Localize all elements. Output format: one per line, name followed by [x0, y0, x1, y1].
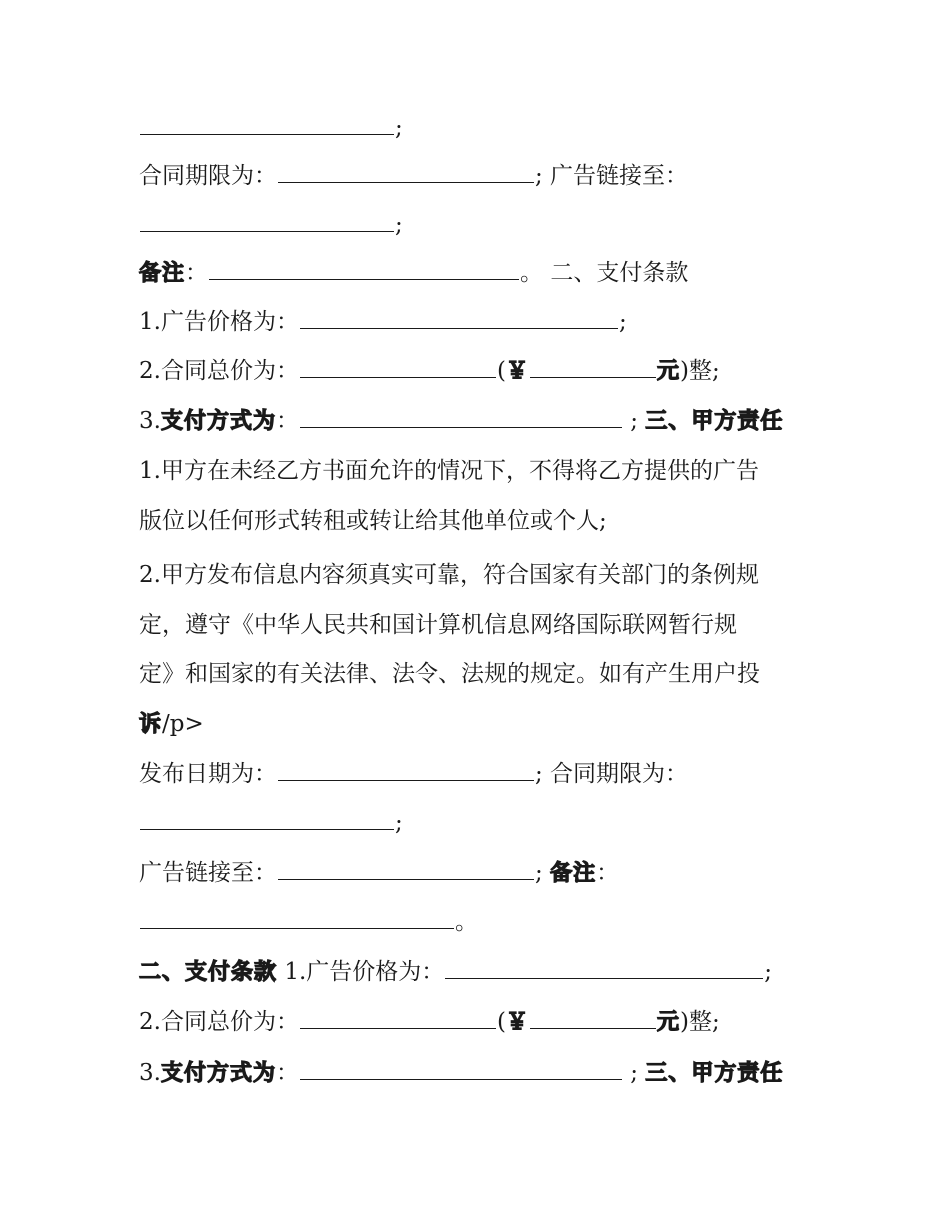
section-heading: 三、甲方责任: [645, 1061, 784, 1086]
blank-field: [278, 160, 534, 183]
text-line: [139, 255, 688, 291]
text-line: [139, 403, 783, 439]
ad-price-label: 1.广告价格为：: [277, 959, 445, 985]
text: ;: [395, 212, 403, 238]
text: (: [496, 358, 506, 384]
text: ;: [618, 309, 627, 335]
text-line: [139, 954, 772, 990]
blank-field: [300, 355, 496, 378]
yen-symbol: ￥: [505, 1010, 529, 1035]
payment-method-label: 支付方式为: [160, 409, 276, 434]
section-heading: 三、甲方责任: [645, 409, 784, 434]
text-line: 2.甲方发布信息内容须真实可靠，符合国家有关部门的条例规: [139, 562, 759, 588]
text-line: [139, 706, 204, 742]
text-line: [139, 1004, 720, 1040]
text-line: [139, 805, 403, 841]
text-line: [139, 756, 688, 792]
text: ;: [622, 1060, 646, 1086]
text: ;: [395, 115, 403, 141]
yuan-label: 元: [656, 1010, 680, 1035]
text: ;: [764, 959, 773, 985]
text: ;: [535, 860, 551, 886]
text-line: [139, 904, 478, 940]
text-line: 定，遵守《中华人民共和国计算机信息网络国际联网暂行规: [139, 612, 737, 638]
contract-term-label: 合同期限为：: [139, 163, 277, 189]
blank-field: [140, 209, 394, 232]
total-price-label: 2.合同总价为：: [139, 358, 299, 384]
ad-price-label: 1.广告价格为：: [139, 309, 299, 335]
blank-field: [140, 112, 394, 135]
text: 3.: [139, 1060, 161, 1086]
blank-field: [300, 405, 622, 428]
text: ：: [275, 408, 299, 434]
remark-label: 备注: [139, 261, 186, 286]
section-heading: 二、支付条款: [139, 960, 278, 985]
blank-field: [530, 355, 656, 378]
text: 。: [455, 909, 478, 935]
total-price-label: 2.合同总价为：: [139, 1009, 299, 1035]
text: 诉: [139, 712, 163, 737]
ad-link-label: 广告链接至：: [139, 860, 277, 886]
remark-label: 备注: [550, 861, 597, 886]
text-line: 版位以任何形式转租或转让给其他单位或个人;: [139, 508, 607, 534]
text-line: [139, 207, 403, 243]
yuan-label: 元: [656, 359, 680, 384]
text: ：: [596, 860, 620, 886]
blank-field: [300, 1057, 622, 1080]
blank-field: [140, 807, 394, 830]
text: )整;: [679, 1009, 720, 1035]
blank-field: [300, 306, 618, 329]
text-line: 定》和国家的有关法律、法令、法规的规定。如有产生用户投: [139, 661, 760, 687]
blank-field: [140, 906, 454, 929]
publish-date-label: 发布日期为：: [139, 761, 277, 787]
text: /p>: [162, 711, 204, 737]
text: ;: [622, 408, 646, 434]
blank-field: [209, 257, 519, 280]
text-line: [139, 1055, 783, 1091]
text: ;: [395, 810, 403, 836]
yen-symbol: ￥: [505, 359, 529, 384]
payment-method-label: 支付方式为: [160, 1061, 276, 1086]
blank-field: [445, 956, 763, 979]
text-line: [139, 110, 403, 146]
text-line: [139, 855, 619, 891]
section-heading: 。 二、支付条款: [520, 260, 689, 286]
blank-field: [278, 857, 534, 880]
text: ：: [185, 260, 209, 286]
text-line: [139, 158, 688, 194]
text-line: [139, 353, 720, 389]
text: )整;: [679, 358, 720, 384]
text-line: 1.甲方在未经乙方书面允许的情况下，不得将乙方提供的广告: [139, 458, 759, 484]
text: ：: [275, 1060, 299, 1086]
blank-field: [278, 758, 534, 781]
contract-term-label: ; 合同期限为：: [535, 761, 689, 787]
text-line: [139, 304, 627, 340]
blank-field: [530, 1006, 656, 1029]
text: (: [496, 1009, 506, 1035]
blank-field: [300, 1006, 496, 1029]
text: 3.: [139, 408, 161, 434]
ad-link-label: ; 广告链接至：: [535, 163, 689, 189]
